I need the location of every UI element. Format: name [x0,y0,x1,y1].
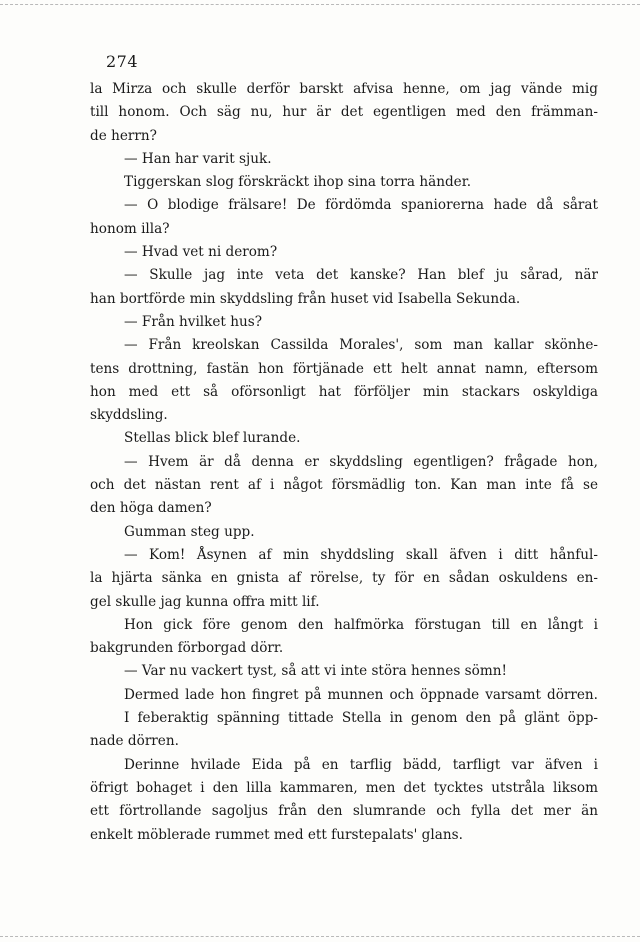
text-line: honom illa? [90,220,170,237]
text-line: nade dörren. [90,733,179,750]
text-line: — Hvad vet ni derom? [124,244,278,261]
text-line: den höga damen? [90,500,212,517]
text-line: bakgrunden förborgad dörr. [90,640,284,657]
text-line: Tiggerskan slog förskräckt ihop sina torra händer. [124,174,472,191]
text-line: — Var nu vackert tyst, så att vi inte störa hennes sömn! [124,663,507,680]
text-line: — Från hvilket hus? [124,313,262,330]
text-line: Hon gick före genom den halfmörka förstugan till en långt i [124,616,598,633]
text-line: Dermed lade hon fingret på munnen och öppnade varsamt dörren. [124,686,598,703]
text-line: — Hvem är då denna er skyddsling egentligen? frågade hon, [124,453,598,470]
text-line: tens drottning, fastän hon förtjänade ett helt annat namn, eftersom [90,360,598,377]
text-line: öfrigt bohaget i den lilla kammaren, men det tycktes utstråla liksom [90,779,598,796]
text-line: — O blodige frälsare! De fördömda spaniorerna hade då sårat [124,197,598,214]
text-line: — Kom! Åsynen af min shyddsling skall äfven i ditt hånful- [124,546,598,563]
text-line: han bortförde min skyddsling från huset vid Isabella Sekunda. [90,290,521,307]
text-line: — Skulle jag inte veta det kanske? Han blef ju sårad, när [124,267,598,284]
text-line: gel skulle jag kunna offra mitt lif. [90,593,320,610]
text-line: skyddsling. [90,407,168,424]
page-number: 274 [106,52,139,71]
text-line: la Mirza och skulle derför barskt afvisa henne, om jag vände mig [90,81,598,97]
text-line: Stellas blick blef lurande. [124,430,301,447]
text-line: enkelt möblerade rummet med ett furstepalats' glans. [90,826,463,843]
text-line: de herrn? [90,127,157,144]
text-line: till honom. Och säg nu, hur är det egentligen med den främman- [90,104,598,121]
page-edge-top [0,4,640,5]
text-line: Gumman steg upp. [124,523,255,540]
text-line: la hjärta sänka en gnista af rörelse, ty för en sådan oskuldens en- [90,570,598,587]
page-edge-bottom [0,936,640,937]
text-line: I feberaktig spänning tittade Stella in genom den på glänt öpp- [124,710,598,727]
text-line: — Från kreolskan Cassilda Morales', som man kallar skönhe- [124,337,598,354]
text-line: och det nästan rent af i något försmädlig ton. Kan man inte få se [90,477,598,494]
text-line: Derinne hvilade Eida på en tarflig bädd, tarfligt var äfven i [124,756,598,773]
text-line: ett förtrollande sagoljus från den slumrande och fylla det mer än [90,803,598,820]
body-text [90,78,598,847]
text-line: hon med ett så oförsonligt hat förföljer min stackars oskyldiga [90,383,598,400]
text-line: — Han har varit sjuk. [124,150,272,167]
